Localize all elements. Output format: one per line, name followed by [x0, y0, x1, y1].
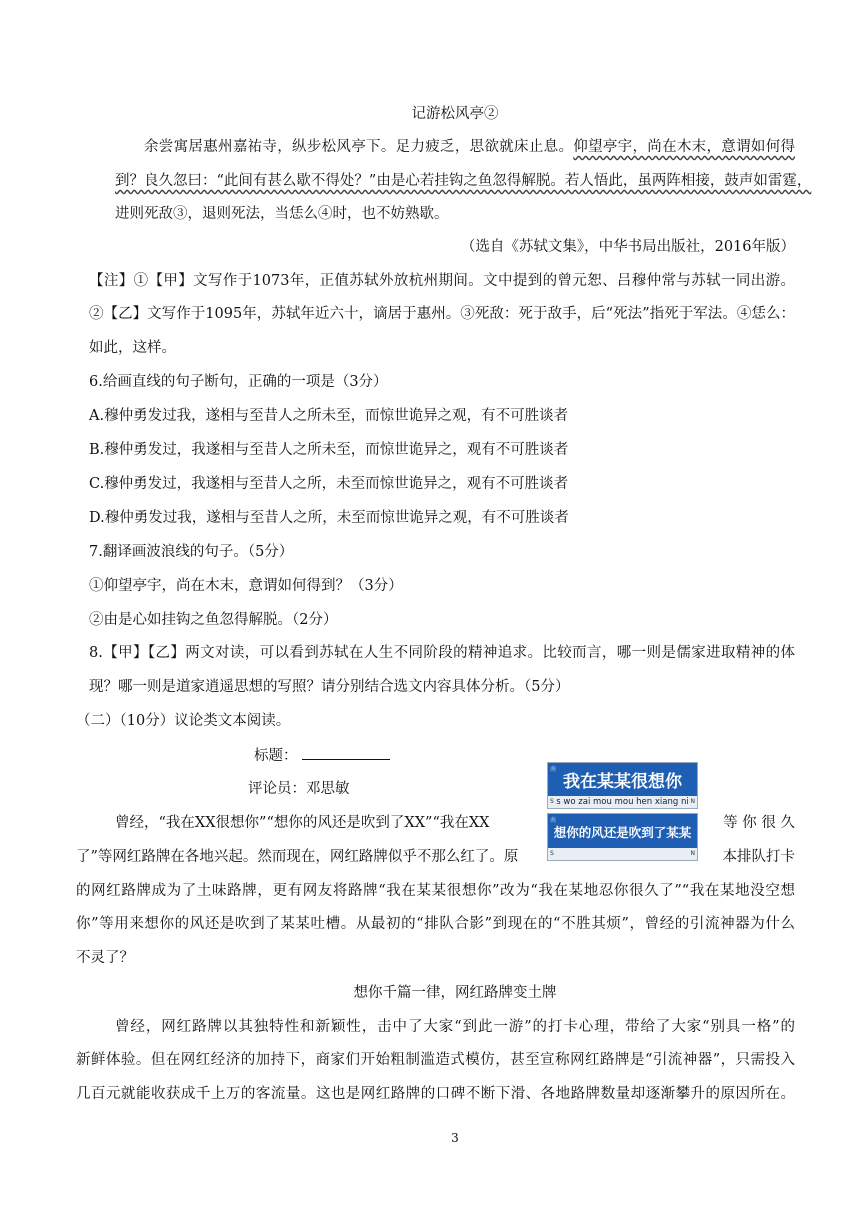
sign-2-corner-s: S [550, 850, 554, 857]
sign-1-corner-text: 南 [550, 766, 557, 773]
sign-1-corner-s: S [550, 798, 554, 805]
paragraph-1-line-3: 的网红路牌成为了土味路牌，更有网友将路牌“我在某某很想你”改为“我在某地忍你很久了”“我在某地没空想 [76, 883, 795, 899]
section-2-heading: （二）（10分）议论类文本阅读。 [76, 713, 291, 729]
sign-1-corner-n: N [690, 798, 695, 805]
question-6-stem: 6.给画直线的句子断句，正确的一项是（3分） [89, 374, 388, 390]
sign-2-corner-n: N [690, 850, 695, 857]
passage-title: 记游松风亭② [411, 106, 499, 122]
note-line-3: 如此，这样。 [89, 340, 176, 356]
road-sign-image-1 [547, 762, 698, 809]
question-7-item-1: ①仰望亭宇，尚在木末，意谓如何得到？（3分） [89, 578, 403, 594]
question-6-option-a: A.穆仲勇发过我，遂相与至昔人之所未至，而惊世诡异之观，有不可胜谈者 [89, 408, 569, 424]
paragraph-1-line-5: 不灵了？ [76, 950, 134, 966]
sign-1-text: 我在某某很想你 [563, 772, 682, 792]
sign-1-pinyin: s wo zai mou mou hen xiang ni [548, 796, 697, 808]
sign-2-corner-text: 南 [550, 817, 557, 824]
passage-text-wavy: 仰望亭宇，尚在木末，意谓如何得 [573, 139, 795, 155]
sign-2-bottom-strip [548, 848, 697, 860]
passage-line-3: 进则死敌③，退则死法，当恁么④时，也不妨熟歇。 [115, 206, 449, 222]
page-number: 3 [451, 1131, 459, 1145]
passage-line-2 [115, 171, 812, 191]
paragraph-1-line-1-left: 曾经，“我在XX很想你”“想你的风还是吹到了XX”“我在XX [115, 815, 490, 831]
reviewer-line: 评论员：邓思敏 [248, 781, 350, 797]
question-8-line-2: 现？哪一则是道家逍遥思想的写照？请分别结合选文内容具体分析。（5分） [89, 679, 570, 695]
paragraph-1-line-2-left: 了”等网红路牌在各地兴起。然而现在，网红路牌似乎不那么红了。原 [76, 849, 519, 865]
source-citation: （选自《苏轼文集》，中华书局出版社，2016年版） [460, 239, 795, 255]
sign-2-text: 想你的风还是吹到了某某 [553, 825, 692, 840]
question-6-option-b: B.穆仲勇发过，我遂相与至昔人之所未至，而惊世诡异之，观有不可胜谈者 [89, 442, 569, 458]
question-8-line-1: 8.【甲】【乙】两文对读，可以看到苏轼在人生不同阶段的精神追求。比较而言，哪一则是儒家进取精神的体 [89, 645, 795, 661]
question-7-item-2: ②由是心如挂钩之鱼忽得解脱。（2分） [89, 612, 338, 628]
question-7-stem: 7.翻译画波浪线的句子。（5分） [89, 544, 294, 560]
question-6-option-d: D.穆仲勇发过我，遂相与至昔人之所，未至而惊世诡异之观，有不可胜谈者 [89, 510, 569, 526]
note-line-1: 【注】①【甲】文写作于1073年，正值苏轼外放杭州期间。文中提到的曾元恕、吕穆仲常与苏轼一同出游。 [89, 273, 795, 289]
passage-line-1 [115, 137, 795, 157]
question-6-option-c: C.穆仲勇发过，我遂相与至昔人之所，未至而惊世诡异之，观有不可胜谈者 [89, 476, 569, 492]
paragraph-1-line-1-right: 等 你 很 久 [723, 815, 795, 831]
passage-text-wavy-2: 到？良久忽曰：“此间有甚么歇不得处？”由是心若挂钩之鱼忽得解脱。若人悟此，虽两阵相接，鼓声如雷霆， [115, 173, 812, 189]
title-blank-label: 标题： [254, 748, 298, 764]
paragraph-1-line-4: 你”等用来想你的风还是吹到了某某吐槽。从最初的“排队合影”到现在的“不胜其烦”，曾经的引流神器为什么 [76, 916, 795, 932]
passage-text-plain: 余尝寓居惠州嘉祐寺，纵步松风亭下。足力疲乏，思欲就床止息。 [144, 139, 574, 155]
paragraph-2-line-2: 新鲜体验。但在网红经济的加持下，商家们开始粗制滥造式模仿，甚至宣称网红路牌是“引流神器”，只需投入 [76, 1052, 795, 1068]
paragraph-1-line-2-right: 本排队打卡 [722, 849, 795, 865]
paragraph-2-line-1: 曾经，网红路牌以其独特性和新颖性，击中了大家“到此一游”的打卡心理，带给了大家“别具一格”的 [115, 1019, 795, 1035]
paragraph-2-line-3: 几百元就能收获成千上万的客流量。这也是网红路牌的口碑不断下滑、各地路牌数量却逐渐攀升的原因所在。 [76, 1086, 795, 1102]
road-sign-image-2 [547, 813, 698, 861]
title-blank-line [254, 745, 454, 766]
note-line-2: ②【乙】文写作于1095年，苏轼年近六十，谪居于惠州。③死敌：死于敌手，后“死法”指死于军法。④恁么： [89, 306, 795, 322]
title-blank [302, 745, 390, 760]
subheading: 想你千篇一律，网红路牌变土牌 [353, 985, 557, 1001]
